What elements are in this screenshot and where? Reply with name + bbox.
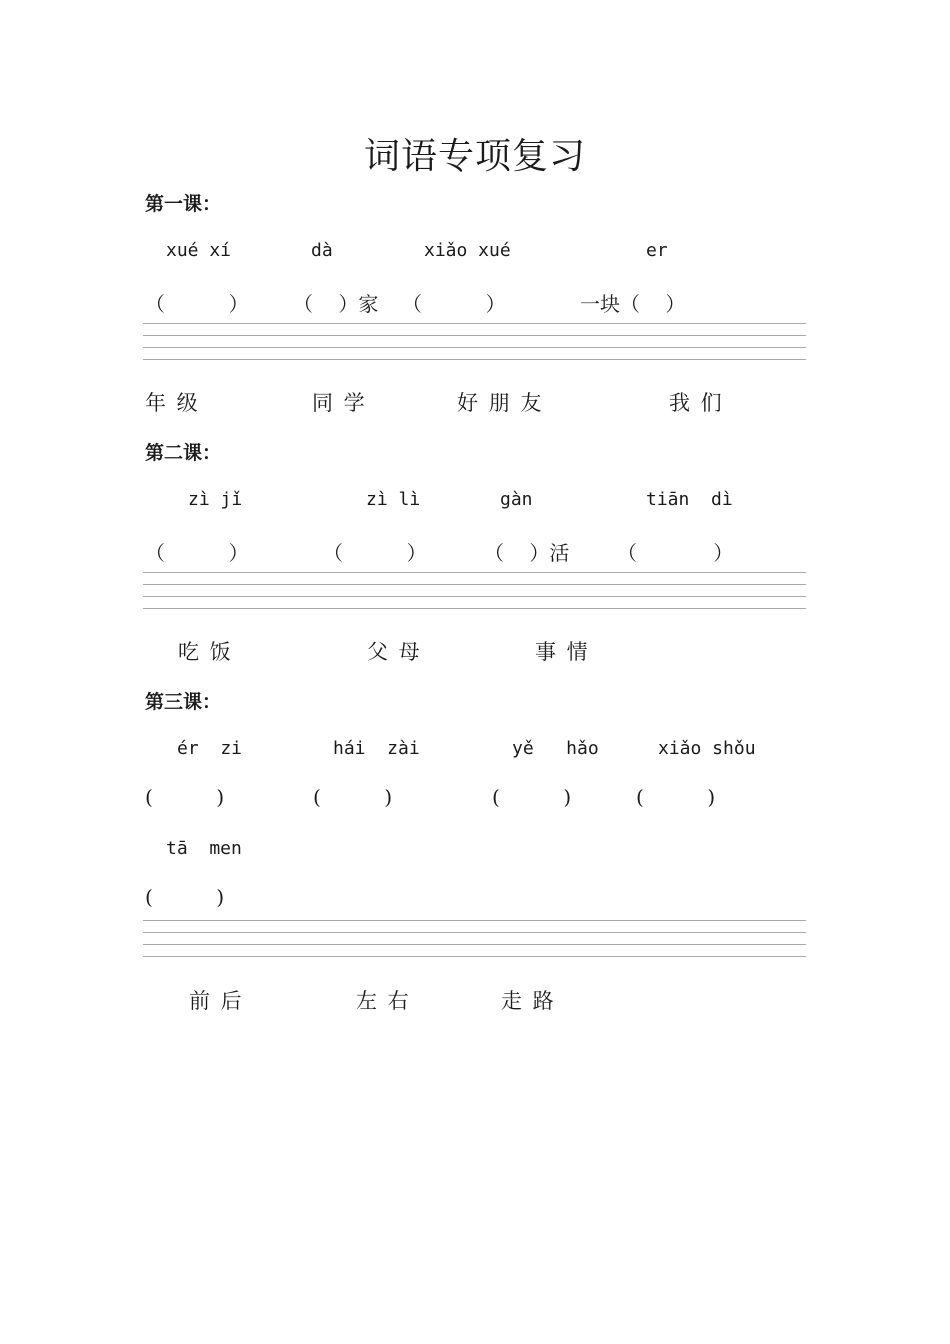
pinyin-prompt: tiān dì <box>646 489 733 510</box>
vocabulary-word: 我 们 <box>669 391 724 415</box>
answer-blank[interactable]: ( ) <box>492 785 572 809</box>
answer-blank[interactable]: （ ） <box>402 292 506 316</box>
lesson-heading: 第三课： <box>145 691 222 713</box>
answer-blank[interactable]: ( ) <box>636 785 716 809</box>
vocabulary-word: 年 级 <box>145 391 200 415</box>
answer-blank[interactable]: 一块（ ） <box>580 292 686 316</box>
answer-blank[interactable]: （ ） <box>145 292 249 316</box>
answer-blank[interactable]: （ ）家 <box>293 292 379 316</box>
vocabulary-word: 同 学 <box>312 391 367 415</box>
answer-blank[interactable]: ( ) <box>313 785 393 809</box>
lesson-heading: 第一课： <box>145 193 222 215</box>
vocabulary-word: 走 路 <box>501 989 556 1013</box>
answer-blank[interactable]: （ ）活 <box>484 541 570 565</box>
pinyin-prompt: yě hǎo <box>512 738 599 759</box>
vocabulary-word: 父 母 <box>367 640 422 664</box>
page-title: 词语专项复习 <box>363 136 586 177</box>
pinyin-prompt: zì jǐ <box>188 489 243 510</box>
answer-blank[interactable]: （ ） <box>323 541 427 565</box>
writing-lines[interactable] <box>143 920 806 958</box>
vocabulary-word: 好 朋 友 <box>457 391 544 415</box>
pinyin-prompt: xiǎo xué <box>424 240 511 261</box>
vocabulary-word: 左 右 <box>356 989 411 1013</box>
answer-blank[interactable]: ( ) <box>145 785 225 809</box>
pinyin-prompt: zì lì <box>366 489 421 510</box>
pinyin-prompt: dà <box>311 240 333 261</box>
pinyin-prompt: ér zi <box>177 738 243 759</box>
writing-lines[interactable] <box>143 572 806 610</box>
pinyin-prompt: hái zài <box>333 738 420 759</box>
answer-blank[interactable]: （ ） <box>145 541 249 565</box>
pinyin-prompt: xué xí <box>166 240 232 261</box>
answer-blank[interactable]: ( ) <box>145 885 225 909</box>
vocabulary-word: 事 情 <box>535 640 590 664</box>
pinyin-prompt: er <box>646 240 668 261</box>
answer-blank[interactable]: （ ） <box>617 541 734 565</box>
pinyin-prompt: xiǎo shǒu <box>658 738 756 759</box>
writing-lines[interactable] <box>143 323 806 361</box>
vocabulary-word: 前 后 <box>189 989 244 1013</box>
lesson-heading: 第二课： <box>145 442 222 464</box>
vocabulary-word: 吃 饭 <box>178 640 233 664</box>
pinyin-prompt: gàn <box>500 489 533 510</box>
pinyin-prompt: tā men <box>166 838 242 859</box>
